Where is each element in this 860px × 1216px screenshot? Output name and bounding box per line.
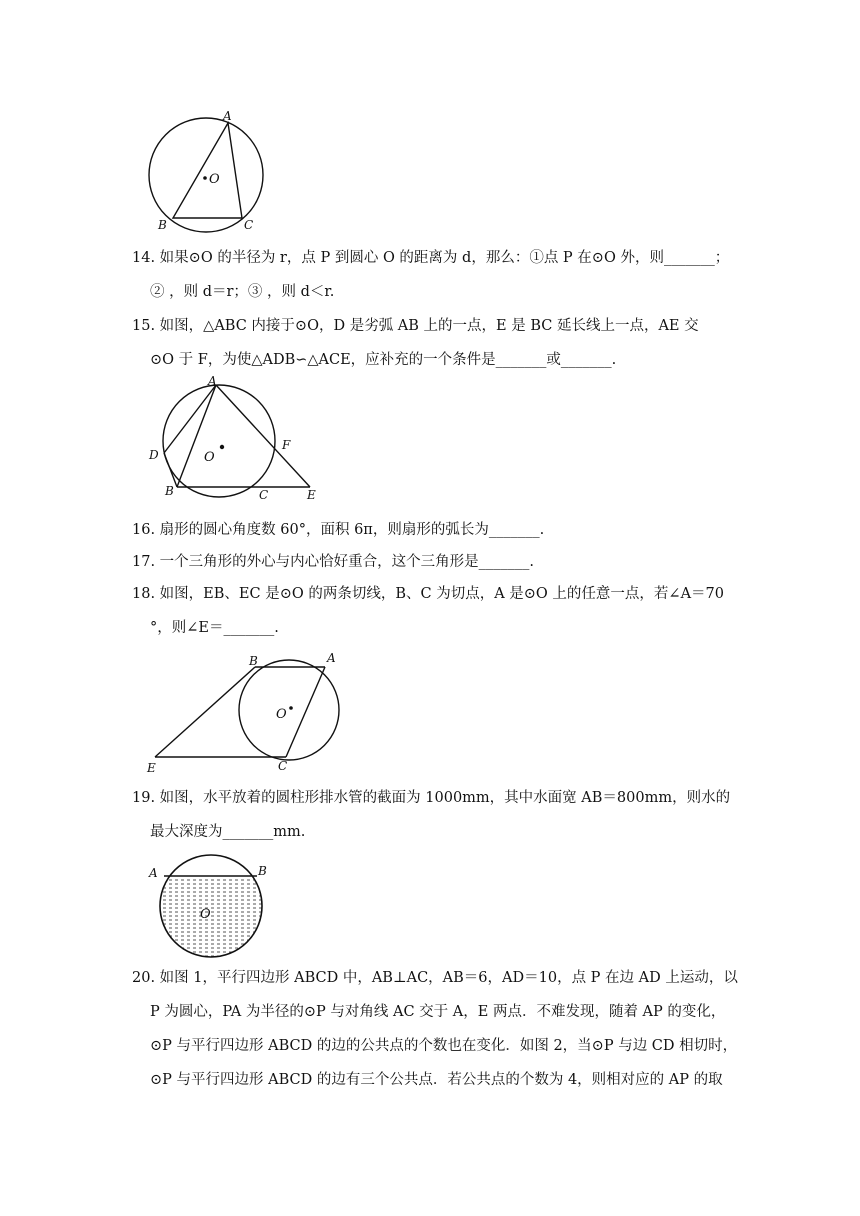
triangle-abc xyxy=(173,123,242,218)
label-b: B xyxy=(249,654,258,668)
question-14-line-2: ② ，则 d＝r；③ ，则 d＜r. xyxy=(150,284,335,300)
label-f: F xyxy=(282,438,291,452)
question-14-line-1: 14. 如果⊙O 的半径为 r，点 P 到圆心 O 的距离为 d，那么：①点 P 在⊙O 外，则_______； xyxy=(132,250,730,266)
question-19-line-2: 最大深度为_______mm. xyxy=(150,824,306,840)
figure-q15 xyxy=(145,375,330,505)
circle xyxy=(149,118,263,232)
label-o: O xyxy=(204,450,215,465)
water-fill xyxy=(155,876,270,961)
question-20-line-2: P 为圆心，PA 为半径的⊙P 与对角线 AC 交于 A，E 两点．不难发现，随着 AP 的变化， xyxy=(150,1004,726,1020)
question-15-line-2: ⊙O 于 F，为使△ADB∽△ACE，应补充的一个条件是_______或_______. xyxy=(150,352,617,368)
label-d: D xyxy=(149,448,159,462)
label-o: O xyxy=(209,172,220,187)
center-dot xyxy=(220,445,224,449)
question-19-line-1: 19. 如图，水平放着的圆柱形排水管的截面为 1000mm，其中水面宽 AB＝800mm，则水的 xyxy=(132,790,731,806)
question-20-line-1: 20. 如图 1，平行四边形 ABCD 中，AB⊥AC，AB＝6，AD＝10，点 P 在边 AD 上运动，以 xyxy=(132,970,738,986)
figure-q19-pipe xyxy=(145,850,275,962)
label-e: E xyxy=(307,488,316,502)
label-c: C xyxy=(278,759,288,773)
label-o: O xyxy=(200,907,211,922)
question-20-line-4: ⊙P 与平行四边形 ABCD 的边有三个公共点．若公共点的个数为 4，则相对应的 AP 的取 xyxy=(150,1072,723,1088)
label-b: B xyxy=(158,218,167,232)
label-e: E xyxy=(147,761,156,775)
label-o: O xyxy=(276,707,287,722)
label-a: A xyxy=(149,866,158,880)
label-a: A xyxy=(223,109,232,123)
question-16: 16. 扇形的圆心角度数 60°，面积 6π，则扇形的弧长为_______. xyxy=(132,522,545,538)
label-c: C xyxy=(244,218,254,232)
question-20-line-3: ⊙P 与平行四边形 ABCD 的边的公共点的个数也在变化．如图 2，当⊙P 与边 CD 相切时， xyxy=(150,1038,738,1054)
question-15-line-1: 15. 如图，△ABC 内接于⊙O，D 是劣弧 AB 上的一点，E 是 BC 延长线上一点，AE 交 xyxy=(132,318,699,334)
question-17: 17. 一个三角形的外心与内心恰好重合，这个三角形是_______. xyxy=(132,554,535,570)
question-18-line-2: °，则∠E＝_______. xyxy=(150,620,279,636)
label-b: B xyxy=(258,864,267,878)
circle xyxy=(239,660,339,760)
center-dot xyxy=(289,706,293,710)
question-18-line-1: 18. 如图，EB、EC 是⊙O 的两条切线，B、C 为切点，A 是⊙O 上的任意一点，若∠A＝70 xyxy=(132,586,724,602)
figure-q13-circle-triangle xyxy=(140,105,280,235)
label-a: A xyxy=(327,651,336,665)
label-c: C xyxy=(259,488,269,502)
figure-q18 xyxy=(145,650,345,775)
label-a: A xyxy=(208,375,217,388)
label-b: B xyxy=(165,484,174,498)
center-dot xyxy=(203,176,207,180)
